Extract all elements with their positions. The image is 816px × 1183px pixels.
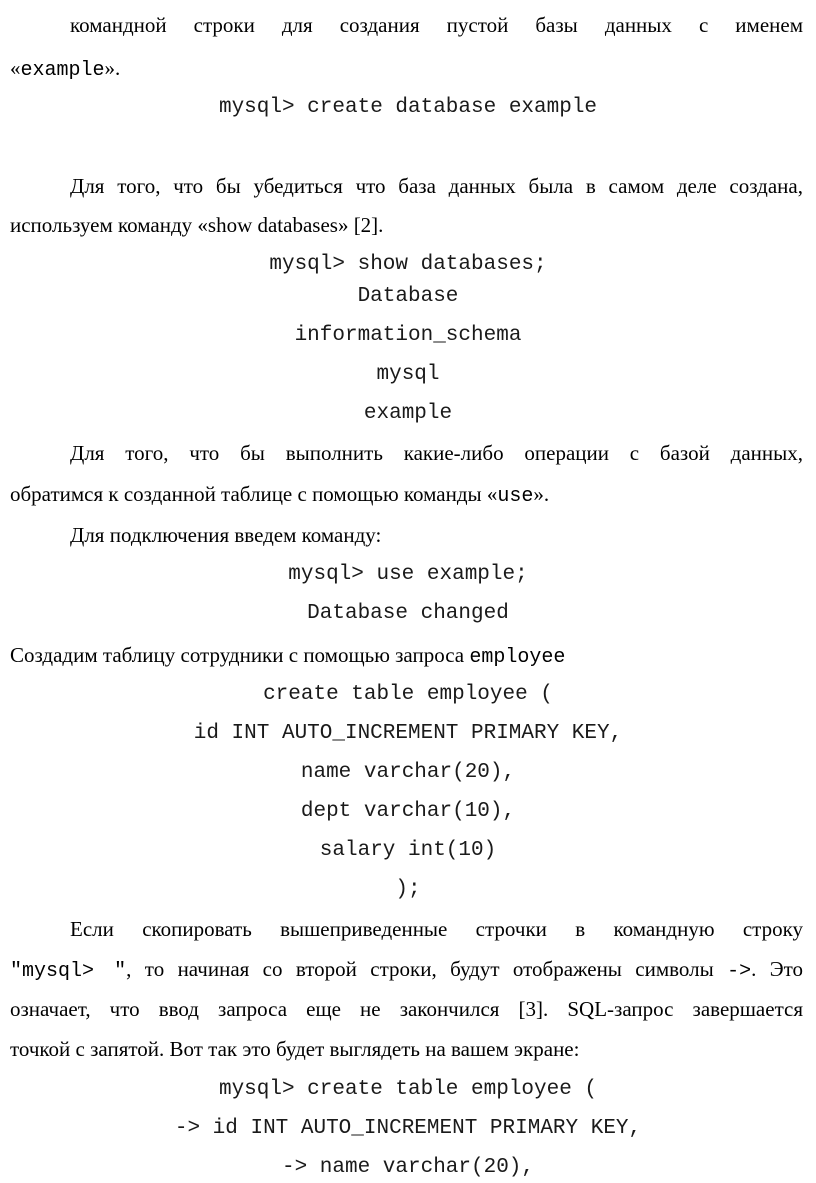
paragraph-6-text: , то начиная со второй строки, будут отображены символы: [126, 957, 728, 981]
paragraph-5-text: Создадим таблицу сотрудники с помощью запроса: [10, 643, 470, 667]
paragraph-3-line-1: Для того, что бы выполнить какие-либо операции с базой данных,: [70, 441, 803, 465]
code-create-table: create table employee (: [263, 683, 553, 706]
paragraph-3-line-2: [10, 481, 803, 510]
paragraph-6-end: . Это: [751, 957, 803, 981]
inline-code-example: example: [20, 59, 105, 82]
code-db-information-schema: information_schema: [294, 324, 522, 347]
paragraph-6-line-4: точкой с запятой. Вот так это будет выглядеть на вашем экране:: [10, 1037, 580, 1061]
code-db-header: Database: [357, 285, 459, 308]
paragraph-2-line-2: используем команду «show databases» [2].: [10, 213, 384, 237]
code-column-dept: dept varchar(10),: [300, 800, 516, 823]
code-column-salary: salary int(10): [319, 839, 497, 862]
inline-code-mysql-prompt: mysql>: [22, 960, 115, 983]
quote-open: ": [10, 960, 23, 983]
code-db-mysql: mysql: [376, 363, 440, 386]
paragraph-3-text: обратимся к созданной таблице с помощью команды «: [10, 482, 498, 506]
paragraph-6-line-3: означает, что ввод запроса еще не закончился [3]. SQL-запрос завершается: [10, 997, 803, 1021]
code-column-name: name varchar(20),: [300, 761, 516, 784]
paragraph-6-line-1: Если скопировать вышеприведенные строчки в командную строку: [70, 917, 803, 941]
code-show-databases: mysql> show databases;: [269, 253, 547, 276]
inline-code-arrow: ->: [727, 960, 752, 983]
code-screen-line-2: -> id INT AUTO_INCREMENT PRIMARY KEY,: [174, 1117, 642, 1140]
code-screen-line-1: mysql> create table employee (: [218, 1078, 598, 1101]
paragraph-2-line-1: Для того, что бы убедиться что база данных была в самом деле создана,: [70, 174, 803, 198]
inline-code-use: use: [497, 485, 534, 508]
code-screen-line-3: -> name varchar(20),: [281, 1156, 535, 1179]
code-database-changed: Database changed: [307, 602, 509, 625]
inline-code-employee: employee: [469, 646, 566, 669]
code-column-id: id INT AUTO_INCREMENT PRIMARY KEY,: [193, 722, 623, 745]
paragraph-6-line-2: [10, 956, 803, 985]
quote-close: ».: [104, 56, 121, 80]
quote-open: «: [10, 56, 21, 80]
quote-close: ».: [533, 482, 550, 506]
paragraph-5-line-1: [10, 642, 803, 671]
paragraph-4-line-1: Для подключения введем команду:: [70, 523, 382, 547]
code-close-paren: );: [395, 878, 421, 901]
code-db-example: example: [363, 402, 453, 425]
quote-close: ": [114, 960, 127, 983]
paragraph-1-line-1: командной строки для создания пустой базы данных с именем: [70, 13, 803, 37]
paragraph-1-line-2: [10, 55, 803, 84]
code-use-example: mysql> use example;: [288, 563, 528, 586]
code-create-database: mysql> create database example: [218, 96, 598, 119]
